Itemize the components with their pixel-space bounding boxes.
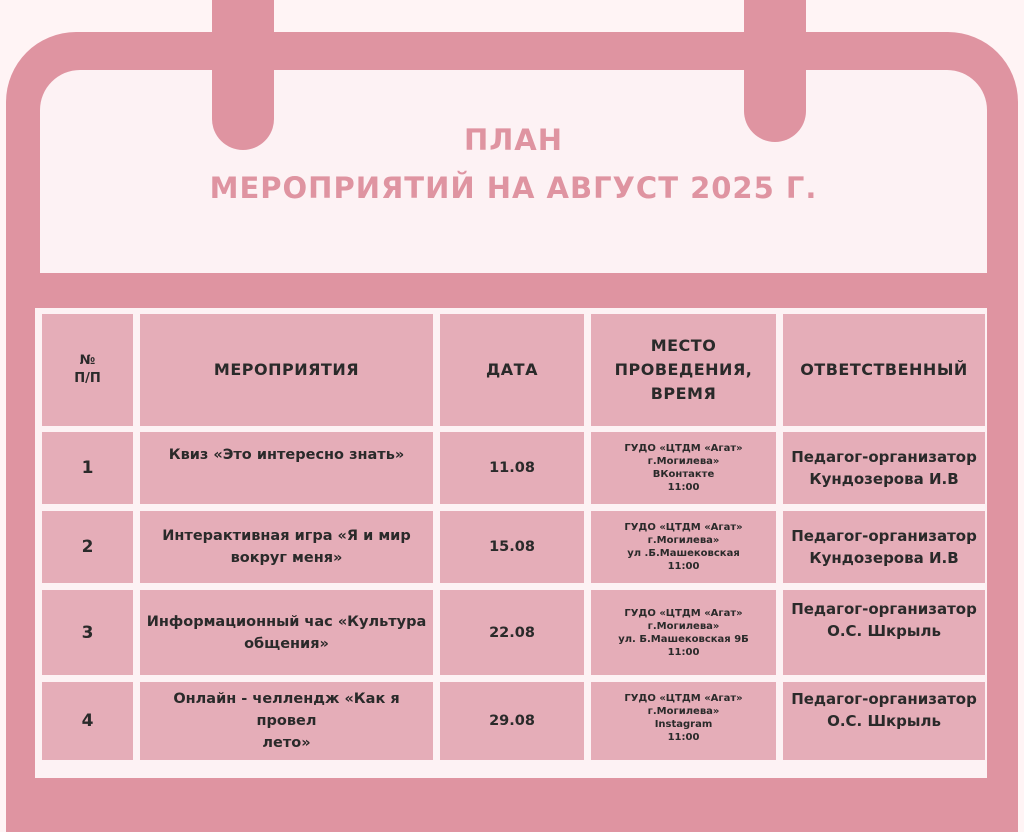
header-date-label: ДАТА	[486, 360, 538, 379]
responsible-role: Педагог-организатор	[791, 448, 977, 466]
event-line-2: лето»	[262, 735, 311, 751]
place-line-1: ГУДО «ЦТДМ «Агат» г.Могилева»	[624, 607, 743, 632]
responsible-name: О.С. Шкрыль	[827, 622, 941, 640]
row-2-date	[440, 511, 584, 583]
responsible-role: Педагог-организатор	[791, 527, 977, 545]
row-3-number	[42, 590, 133, 675]
row-2-place	[591, 511, 776, 583]
event-date: 11.08	[489, 460, 535, 476]
row-2-responsible	[783, 511, 985, 583]
row-3-responsible	[783, 590, 985, 675]
row-3-place	[591, 590, 776, 675]
header-place-line-3: ВРЕМЯ	[650, 384, 717, 403]
place-time: 11:00	[667, 482, 700, 493]
place-line-1: ГУДО «ЦТДМ «Агат» г.Могилева»	[624, 522, 743, 546]
event-line-2: общения»	[244, 635, 329, 652]
responsible-role: Педагог-организатор	[791, 690, 977, 708]
row-4-place	[591, 682, 776, 760]
title-line-1: ПЛАН	[463, 123, 564, 157]
event-line-2: вокруг меня»	[230, 550, 343, 566]
header-number-line-2: П/П	[74, 371, 101, 386]
row-1-number	[42, 432, 133, 504]
row-1-date	[440, 432, 584, 504]
responsible-name: О.С. Шкрыль	[827, 712, 941, 730]
row-4-responsible	[783, 682, 985, 760]
row-4-date	[440, 682, 584, 760]
place-time: 11:00	[667, 732, 700, 743]
place-line-2: ВКонтакте	[652, 469, 715, 480]
row-number: 3	[81, 622, 94, 643]
row-4-event	[140, 682, 433, 760]
row-2-event	[140, 511, 433, 583]
title-line-2: МЕРОПРИЯТИЙ НА АВГУСТ 2025 Г.	[209, 171, 818, 205]
event-date: 29.08	[489, 713, 535, 729]
row-1-event	[140, 432, 433, 504]
row-4-number	[42, 682, 133, 760]
place-line-2: ул. Б.Машековская 9Б	[618, 633, 749, 645]
page-title	[40, 118, 987, 210]
event-line-1: Интерактивная игра «Я и мир	[162, 528, 411, 544]
responsible-name: Кундозерова И.В	[809, 549, 959, 567]
event-date: 15.08	[489, 539, 535, 555]
header-number	[42, 314, 133, 426]
row-number: 4	[81, 711, 94, 731]
header-place-line-1: МЕСТО	[650, 336, 717, 355]
row-1-place	[591, 432, 776, 504]
place-line-1: ГУДО «ЦТДМ «Агат» г.Могилева»	[624, 443, 743, 467]
row-3-date	[440, 590, 584, 675]
header-number-line-1: №	[79, 353, 96, 368]
place-line-1: ГУДО «ЦТДМ «Агат» г.Могилева»	[624, 693, 743, 717]
calendar-top-bar	[296, 32, 724, 66]
row-1-responsible	[783, 432, 985, 504]
header-responsible	[783, 314, 985, 426]
header-place-line-2: ПРОВЕДЕНИЯ,	[614, 360, 753, 379]
place-line-2: Instagram	[654, 719, 713, 730]
row-3-event	[140, 590, 433, 675]
header-event	[140, 314, 433, 426]
event-line-1: Онлайн - челлендж «Как я провел	[173, 691, 400, 729]
header-place	[591, 314, 776, 426]
row-2-number	[42, 511, 133, 583]
responsible-role: Педагог-организатор	[791, 600, 977, 618]
header-responsible-label: ОТВЕТСТВЕННЫЙ	[800, 360, 968, 379]
place-time: 11:00	[667, 646, 700, 658]
row-number: 2	[81, 537, 94, 557]
event-line-1: Информационный час «Культура	[146, 613, 427, 630]
place-line-2: ул .Б.Машековская	[627, 548, 740, 559]
row-number: 1	[81, 458, 94, 478]
event-date: 22.08	[489, 624, 535, 641]
header-date	[440, 314, 584, 426]
responsible-name: Кундозерова И.В	[809, 470, 959, 488]
header-event-label: МЕРОПРИЯТИЯ	[213, 360, 360, 379]
place-time: 11:00	[667, 561, 700, 572]
event-line-1: Квиз «Это интересно знать»	[168, 447, 405, 463]
